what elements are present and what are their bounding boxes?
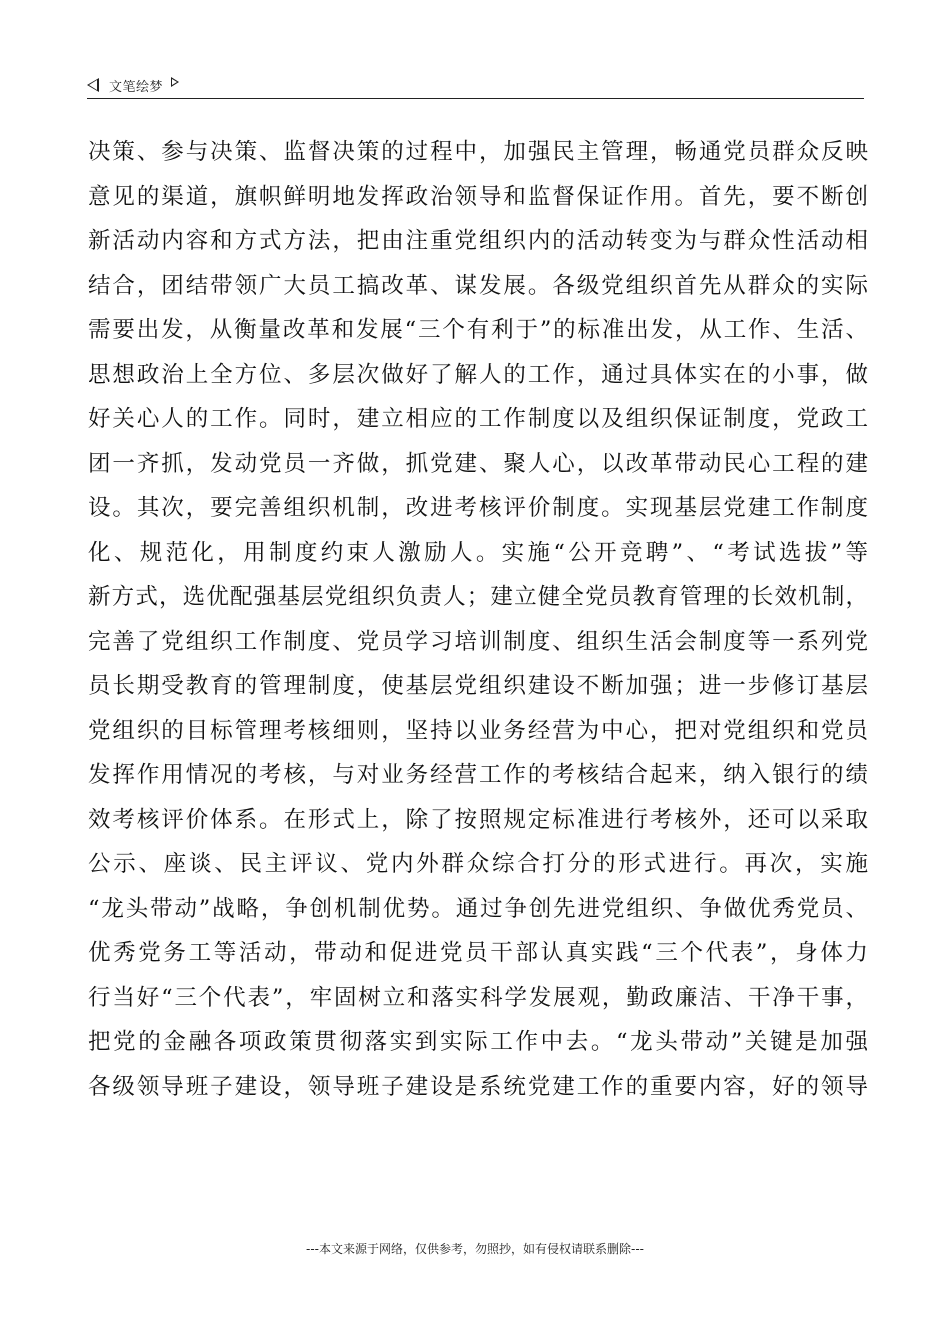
text-line: 发挥作用情况的考核，与对业务经营工作的考核结合起来，纳入银行的绩 — [88, 762, 868, 788]
text-line: 团一齐抓，发动党员一齐做，抓党建、聚人心，以改革带动民心工程的建 — [88, 450, 868, 477]
page-header — [87, 72, 864, 99]
text-line: 公示、座谈、民主评议、党内外群众综合打分的形式进行。再次，实施 — [88, 851, 868, 877]
text-line: 各级领导班子建设，领导班子建设是系统党建工作的重要内容，好的领导 — [88, 1073, 868, 1100]
text-line: 行当好“三个代表”，牢固树立和落实科学发展观，勤政廉洁、干净干事， — [88, 984, 868, 1011]
text-line: “龙头带动”战略，争创机制优势。通过争创先进党组织、争做优秀党员、 — [88, 895, 868, 922]
text-line: 设。其次，要完善组织机制，改进考核评价制度。实现基层党建工作制度 — [88, 495, 868, 521]
text-line: 化、规范化，用制度约束人激励人。实施“公开竞聘”、“考试选拔”等 — [88, 539, 868, 566]
triangle-left-icon — [87, 78, 99, 92]
header-title: 文笔绘梦 — [109, 79, 164, 95]
text-line: 把党的金融各项政策贯彻落实到实际工作中去。“龙头带动”关键是加强 — [88, 1029, 868, 1055]
text-line: 决策、参与决策、监督决策的过程中，加强民主管理，畅通党员群众反映 — [88, 139, 868, 165]
text-line: 意见的渠道，旗帜鲜明地发挥政治领导和监督保证作用。首先，要不断创 — [88, 183, 868, 210]
triangle-right-icon — [171, 77, 179, 87]
text-line: 完善了党组织工作制度、党员学习培训制度、组织生活会制度等一系列党 — [88, 628, 868, 655]
text-line: 员长期受教育的管理制度，使基层党组织建设不断加强；进一步修订基层 — [88, 673, 868, 699]
text-line: 结合，团结带领广大员工搞改革、谋发展。各级党组织首先从群众的实际 — [88, 272, 868, 299]
text-line: 效考核评价体系。在形式上，除了按照规定标准进行考核外，还可以采取 — [88, 806, 868, 833]
text-line: 优秀党务工等活动，带动和促进党员干部认真实践“三个代表”，身体力 — [88, 940, 868, 966]
text-line: 党组织的目标管理考核细则，坚持以业务经营为中心，把对党组织和党员 — [88, 717, 868, 744]
text-line: 好关心人的工作。同时，建立相应的工作制度以及组织保证制度，党政工 — [88, 406, 868, 432]
text-line: 新方式，选优配强基层党组织负责人；建立健全党员教育管理的长效机制， — [88, 584, 868, 610]
body-text — [88, 130, 868, 1109]
text-line: 需要出发，从衡量改革和发展“三个有利于”的标准出发，从工作、生活、 — [88, 317, 868, 343]
text-line: 思想政治上全方位、多层次做好了解人的工作，通过具体实在的小事，做 — [88, 361, 868, 388]
page-footer: ---本文来源于网络，仅供参考，勿照抄，如有侵权请联系删除--- — [306, 1242, 644, 1256]
text-line: 新活动内容和方式方法，把由注重党组织内的活动转变为与群众性活动相 — [88, 228, 868, 254]
